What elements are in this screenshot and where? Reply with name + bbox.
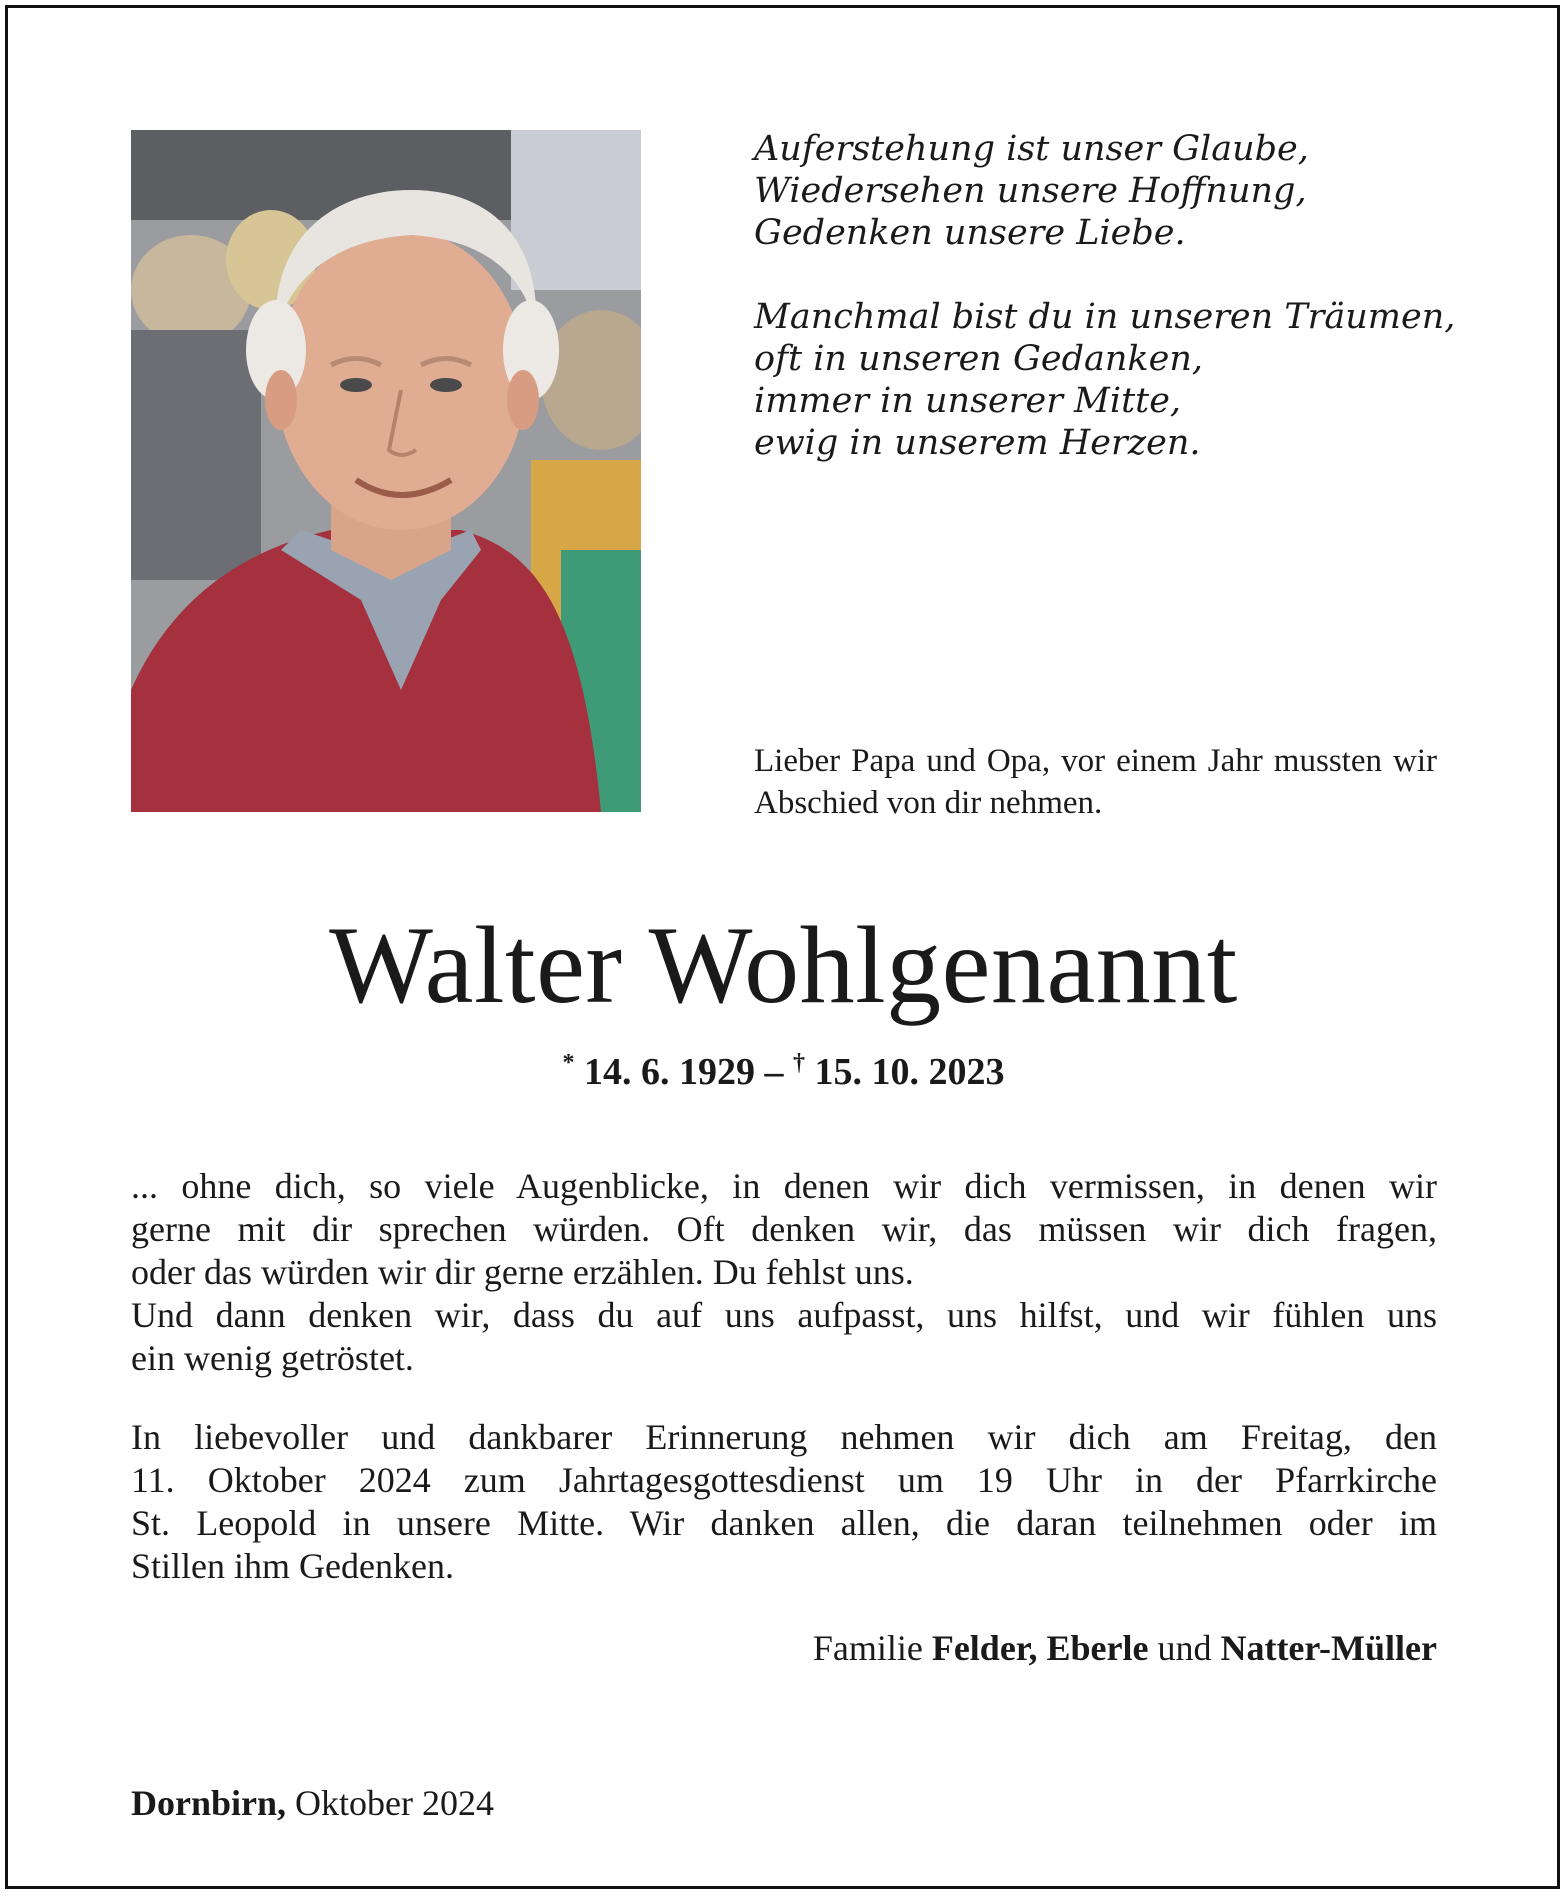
portrait-photo (131, 130, 641, 812)
poem-line: Wiedersehen unsere Hoffnung, (754, 171, 1307, 211)
footer-place: Dornbirn, (131, 1783, 287, 1823)
date-separator: – (764, 1051, 784, 1093)
poem-line: Auferstehung ist unser Glaube, (754, 129, 1309, 169)
birth-symbol: * (562, 1050, 575, 1076)
death-date: 15. 10. 2023 (814, 1051, 1005, 1093)
paragraph-line: Stillen ihm Gedenken. (131, 1546, 454, 1586)
birth-date: 14. 6. 1929 (584, 1051, 755, 1093)
place-date-footer (131, 1781, 931, 1825)
portrait-photo-image (131, 130, 641, 812)
paragraph-line: In liebevoller und dankbarer Erinnerung nehmen wir dich am Freitag, den (131, 1417, 1437, 1457)
footer-date: Oktober 2024 (295, 1783, 494, 1823)
life-dates (0, 1040, 1567, 1095)
family-conjunction: und (1157, 1628, 1212, 1668)
paragraph-line: Und dann denken wir, dass du auf uns aufpasst, uns hilfst, und wir fühlen uns (131, 1295, 1437, 1335)
paragraph-line: St. Leopold in unsere Mitte. Wir danken allen, die daran teilnehmen oder im (131, 1503, 1437, 1543)
paragraph-1 (131, 1165, 1437, 1380)
poem-line: Manchmal bist du in unseren Träumen, (754, 297, 1456, 337)
paragraph-line: ein wenig getröstet. (131, 1338, 414, 1378)
poem (754, 128, 1454, 506)
death-symbol: † (793, 1050, 805, 1076)
paragraph-line: ... ohne dich, so viele Augenblicke, in denen wir dich vermissen, in denen wir (131, 1166, 1437, 1206)
paragraph-line: gerne mit dir sprechen würden. Oft denken wir, das müssen wir dich fragen, (131, 1209, 1437, 1249)
poem-stanza-1 (754, 128, 1454, 254)
paragraph-line: oder das würden wir dir gerne erzählen. Du fehlst uns. (131, 1252, 914, 1292)
family-names-1: Felder, Eberle (931, 1628, 1149, 1668)
family-signature (131, 1626, 1437, 1670)
deceased-name: Walter Wohlgenannt (329, 904, 1238, 1026)
paragraph-line: 11. Oktober 2024 zum Jahrtagesgottesdienst um 19 Uhr in der Pfarrkirche (131, 1460, 1437, 1500)
poem-line: oft in unseren Gedanken, (754, 339, 1204, 379)
family-prefix: Familie (812, 1628, 923, 1668)
poem-stanza-2 (754, 296, 1454, 464)
family-names-2: Natter-Müller (1220, 1628, 1437, 1668)
poem-line: Gedenken unsere Liebe. (754, 213, 1186, 253)
poem-line: immer in unserer Mitte, (754, 381, 1182, 421)
greeting-text: Lieber Papa und Opa, vor einem Jahr mussten wir Abschied von dir nehmen. (754, 743, 1437, 821)
poem-line: ewig in unserem Herzen. (754, 423, 1201, 463)
paragraph-2 (131, 1416, 1437, 1588)
